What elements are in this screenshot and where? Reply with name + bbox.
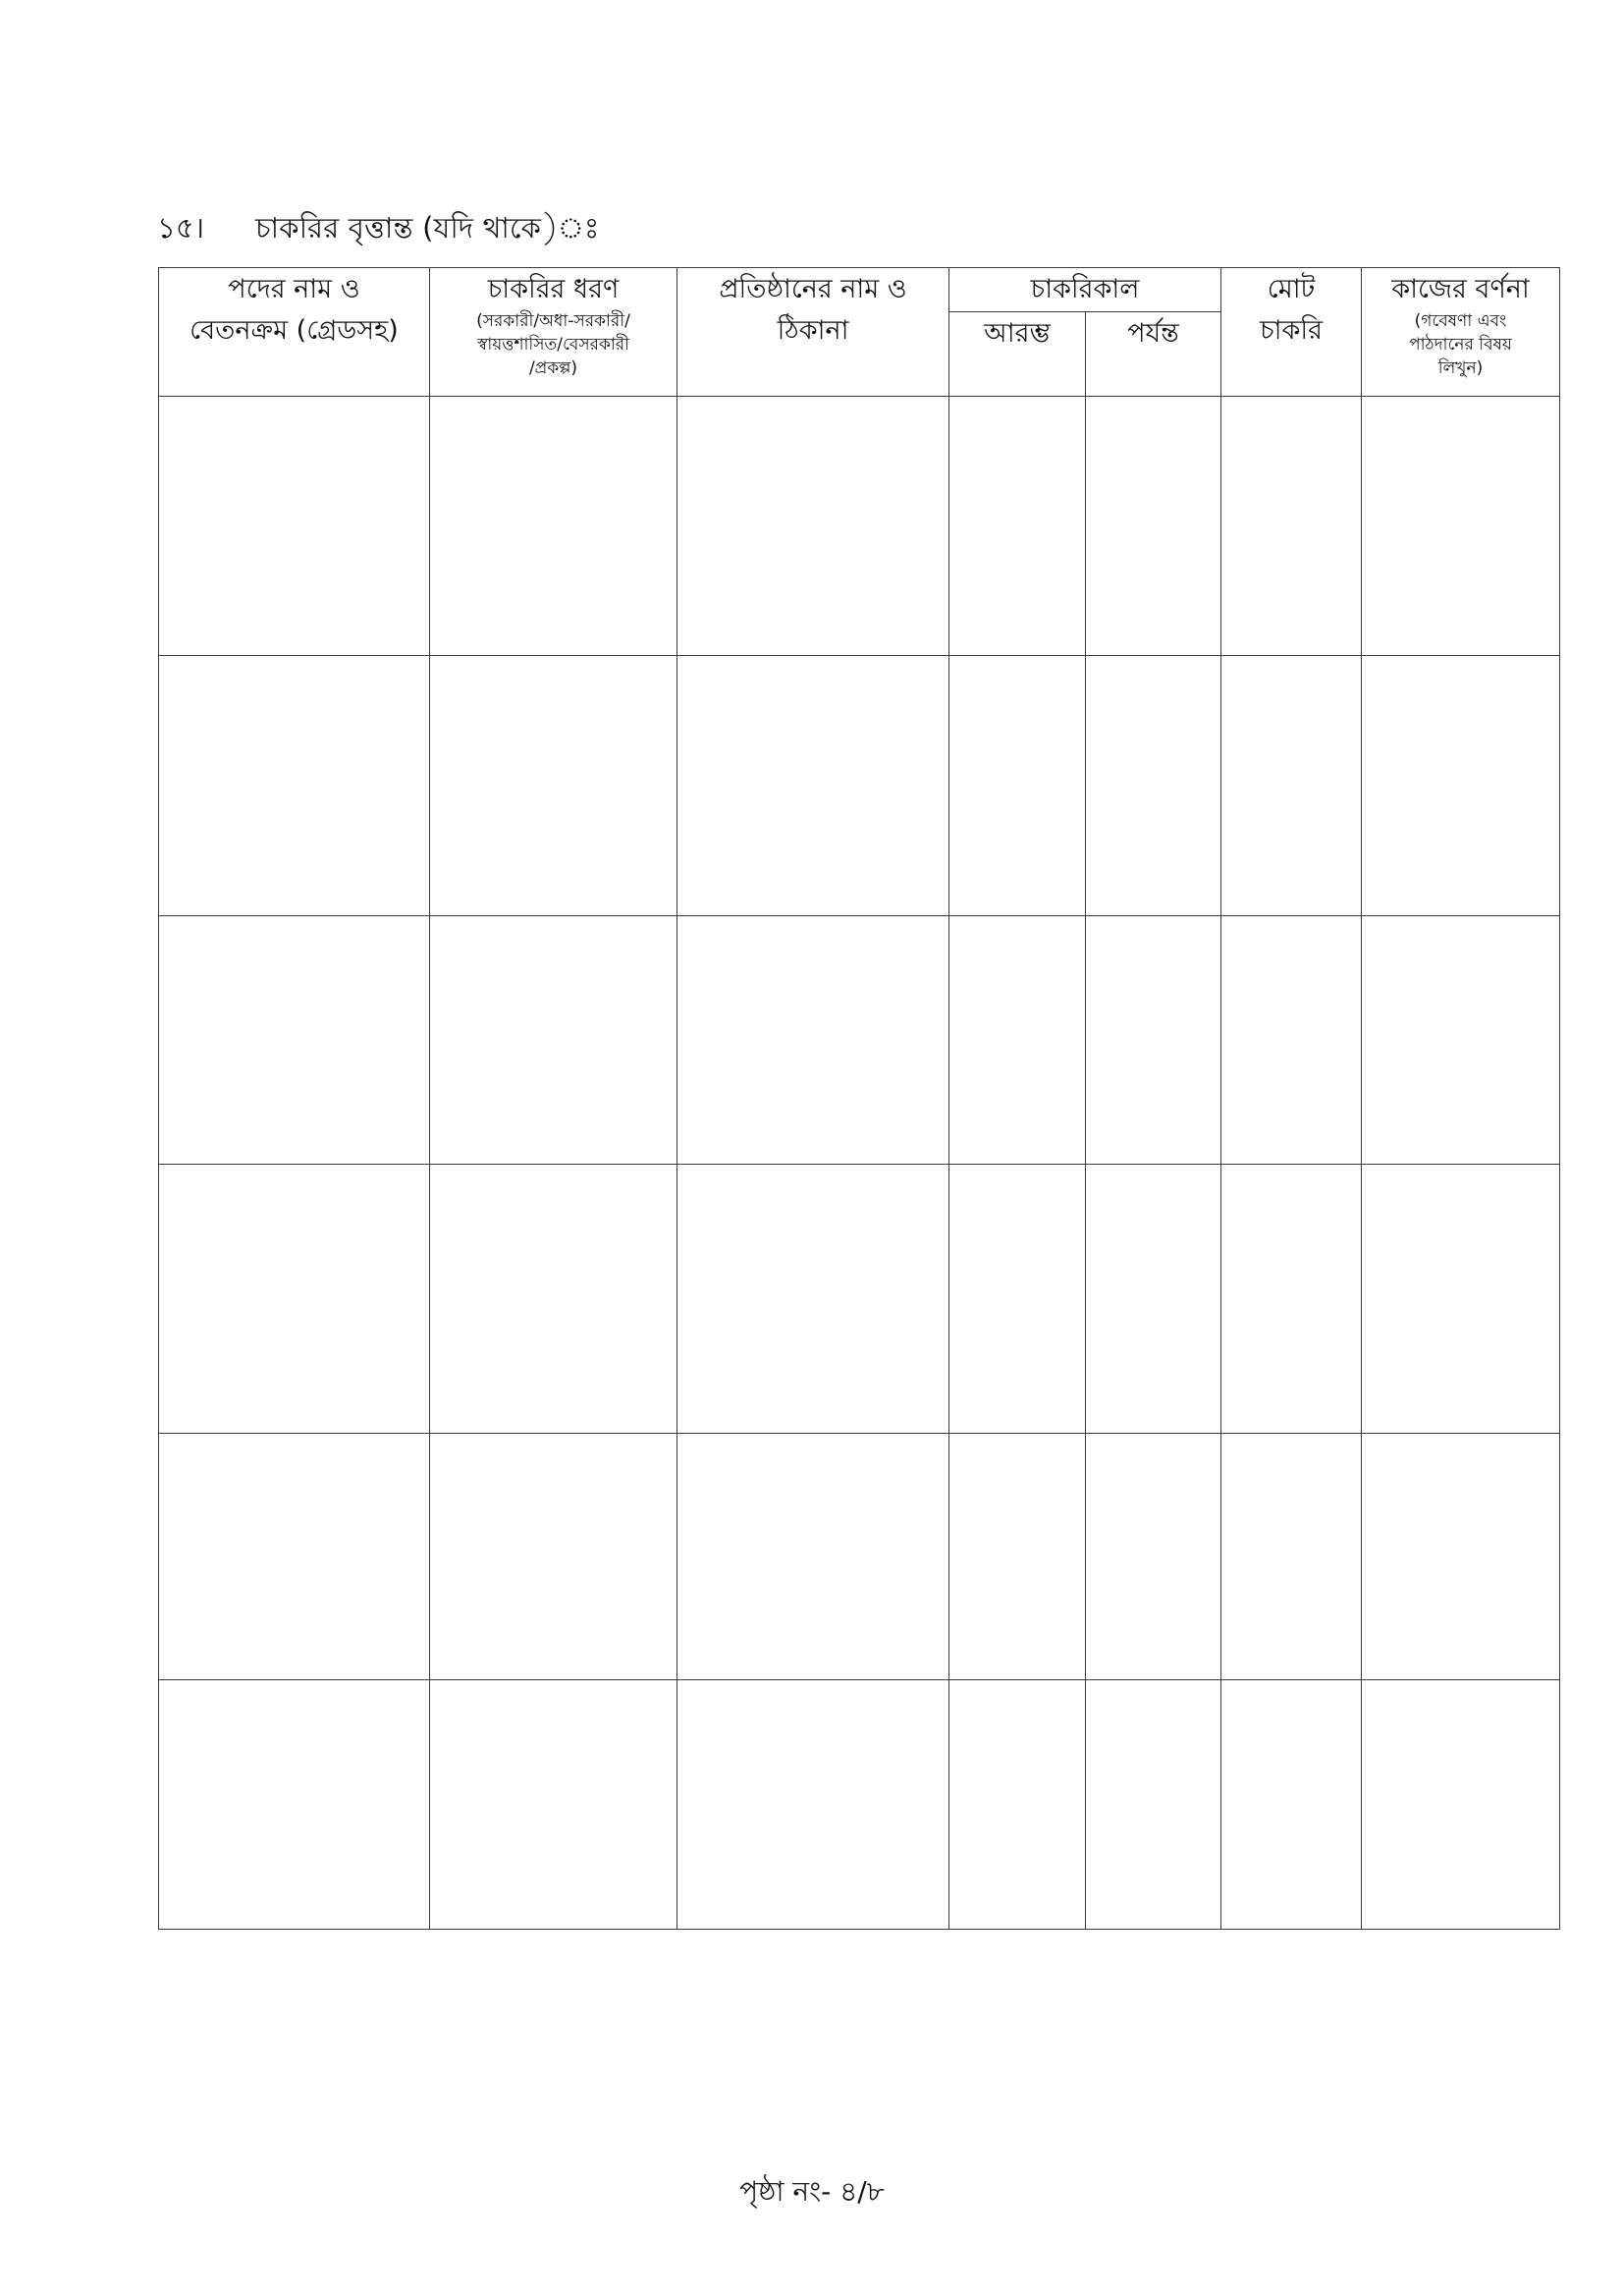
cell-job-type[interactable] <box>430 916 677 1165</box>
cell-work-description[interactable] <box>1362 1165 1560 1434</box>
cell-post[interactable] <box>159 1434 430 1680</box>
cell-post[interactable] <box>159 916 430 1165</box>
cell-total[interactable] <box>1221 1165 1362 1434</box>
cell-job-type[interactable] <box>430 656 677 916</box>
cell-end[interactable] <box>1086 1165 1221 1434</box>
cell-job-type[interactable] <box>430 1434 677 1680</box>
header-service-period: চাকরিকাল <box>949 268 1221 312</box>
cell-start[interactable] <box>949 656 1086 916</box>
cell-start[interactable] <box>949 397 1086 656</box>
section-number: ১৫। <box>157 210 205 245</box>
header-total-service: মোট চাকরি <box>1221 268 1362 397</box>
cell-total[interactable] <box>1221 1434 1362 1680</box>
header-period-start: আরম্ভ <box>949 312 1086 397</box>
table-body <box>159 397 1560 1930</box>
page-number: পৃষ্ঠা নং- ৪/৮ <box>739 2175 885 2208</box>
cell-end[interactable] <box>1086 1680 1221 1930</box>
header-job-type: চাকরির ধরণ (সরকারী/অধা-সরকারী/ স্বায়ত্তশাসিত/বেসরকারী /প্রকল্প) <box>430 268 677 397</box>
cell-work-description[interactable] <box>1362 1680 1560 1930</box>
cell-job-type[interactable] <box>430 1680 677 1930</box>
table-row <box>159 1165 1560 1434</box>
cell-work-description[interactable] <box>1362 916 1560 1165</box>
table-row <box>159 1680 1560 1930</box>
cell-post[interactable] <box>159 1680 430 1930</box>
section-heading <box>157 206 600 253</box>
cell-total[interactable] <box>1221 397 1362 656</box>
cell-post[interactable] <box>159 397 430 656</box>
cell-work-description[interactable] <box>1362 397 1560 656</box>
cell-start[interactable] <box>949 1434 1086 1680</box>
cell-end[interactable] <box>1086 916 1221 1165</box>
cell-post[interactable] <box>159 1165 430 1434</box>
cell-job-type[interactable] <box>430 1165 677 1434</box>
table-row <box>159 1434 1560 1680</box>
cell-post[interactable] <box>159 656 430 916</box>
cell-start[interactable] <box>949 1680 1086 1930</box>
service-history-table <box>158 267 1560 1930</box>
header-work-description: কাজের বর্ণনা (গবেষণা এবং পাঠদানের বিষয় লিখুন) <box>1362 268 1560 397</box>
table-header <box>159 268 1560 397</box>
cell-work-description[interactable] <box>1362 656 1560 916</box>
cell-work-description[interactable] <box>1362 1434 1560 1680</box>
cell-institution[interactable] <box>677 1165 949 1434</box>
cell-institution[interactable] <box>677 1680 949 1930</box>
cell-end[interactable] <box>1086 1434 1221 1680</box>
cell-total[interactable] <box>1221 656 1362 916</box>
cell-institution[interactable] <box>677 916 949 1165</box>
table-row <box>159 656 1560 916</box>
cell-institution[interactable] <box>677 656 949 916</box>
cell-end[interactable] <box>1086 397 1221 656</box>
cell-total[interactable] <box>1221 916 1362 1165</box>
cell-start[interactable] <box>949 916 1086 1165</box>
table-row <box>159 916 1560 1165</box>
cell-total[interactable] <box>1221 1680 1362 1930</box>
table-row <box>159 397 1560 656</box>
header-institution-name-address: প্রতিষ্ঠানের নাম ও ঠিকানা <box>677 268 949 397</box>
section-title: চাকরির বৃত্তান্ত (যদি থাকে)ঃ <box>255 210 600 245</box>
cell-job-type[interactable] <box>430 397 677 656</box>
header-period-end: পর্যন্ত <box>1086 312 1221 397</box>
cell-end[interactable] <box>1086 656 1221 916</box>
cell-institution[interactable] <box>677 1434 949 1680</box>
cell-start[interactable] <box>949 1165 1086 1434</box>
header-post-and-pay-scale: পদের নাম ও বেতনক্রম (গ্রেডসহ) <box>159 268 430 397</box>
cell-institution[interactable] <box>677 397 949 656</box>
